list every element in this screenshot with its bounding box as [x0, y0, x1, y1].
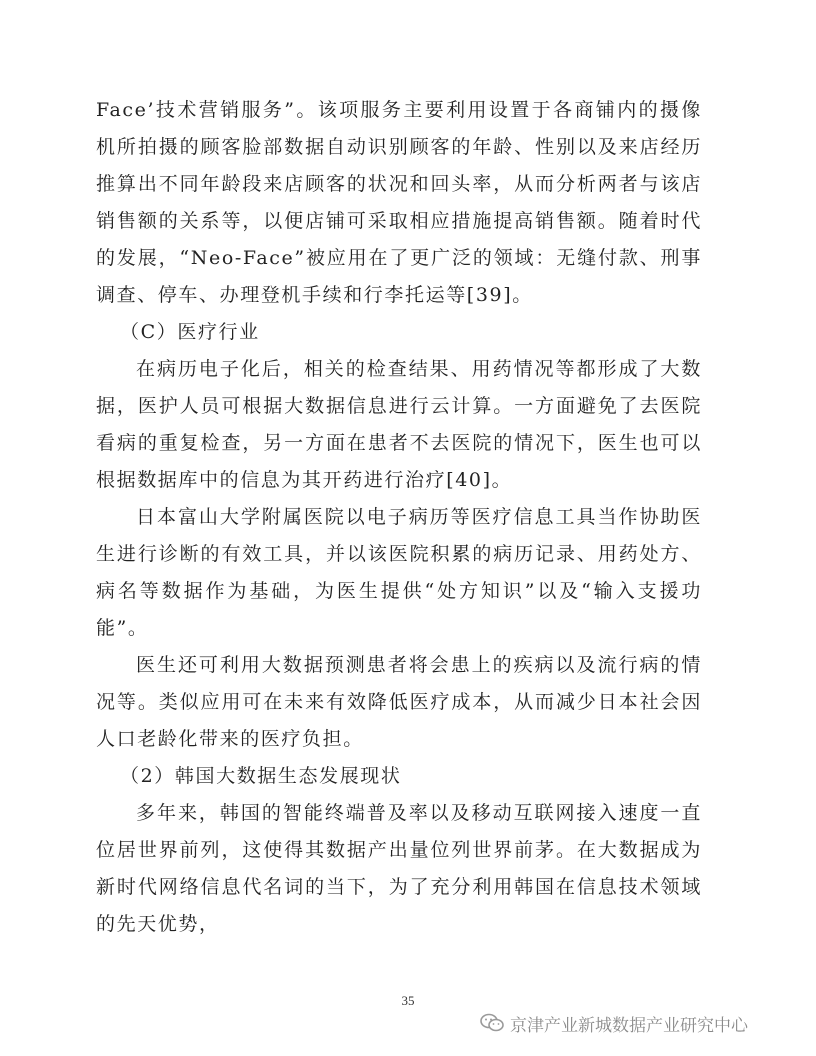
section-heading-korea: （2）韩国大数据生态发展现状 — [120, 765, 402, 787]
body-text — [96, 92, 702, 943]
paragraph-face-service: Face’技术营销服务”。该项服务主要利用设置于各商铺内的摄像机所拍摄的顾客脸部数据自动识别顾客的年龄、性别以及来店经历推算出不同年龄段来店顾客的状况和回头率，从而分析两者与该店销售额的关系等，以便店铺可采取相应措施提高销售额。随着时代的发展，“Neo-Face”被应用在了更广泛的领域：无缝付款、刑事调查、停车、办理登机手续和行李托运等[39]。 — [96, 99, 702, 306]
paragraph-toyama-hospital: 日本富山大学附属医院以电子病历等医疗信息工具当作协助医生进行诊断的有效工具，并以该医院积累的病历记录、用药处方、病名等数据作为基础，为医生提供“处方知识”以及“输入支援功能”。 — [96, 506, 702, 639]
section-heading-medical: （C）医疗行业 — [120, 321, 260, 343]
paragraph-korea-status: 多年来，韩国的智能终端普及率以及移动互联网接入速度一直位居世界前列，这使得其数据产出量位列世界前茅。在大数据成为新时代网络信息代名词的当下，为了充分利用韩国在信息技术领域的先天优势， — [96, 802, 702, 935]
paragraph-ehr-bigdata: 在病历电子化后，相关的检查结果、用药情况等都形成了大数据，医护人员可根据大数据信息进行云计算。一方面避免了去医院看病的重复检查，另一方面在患者不去医院的情况下，医生也可以根据数据库中的信息为其开药进行治疗[40]。 — [96, 358, 702, 491]
wechat-icon — [480, 1013, 504, 1033]
page-number: 35 — [401, 993, 415, 1008]
paragraph-disease-prediction: 医生还可利用大数据预测患者将会患上的疾病以及流行病的情况等。类似应用可在未来有效降低医疗成本，从而减少日本社会因人口老龄化带来的医疗负担。 — [96, 654, 702, 750]
watermark — [480, 1008, 748, 1038]
watermark-text: 京津产业新城数据产业研究中心 — [510, 1015, 748, 1036]
